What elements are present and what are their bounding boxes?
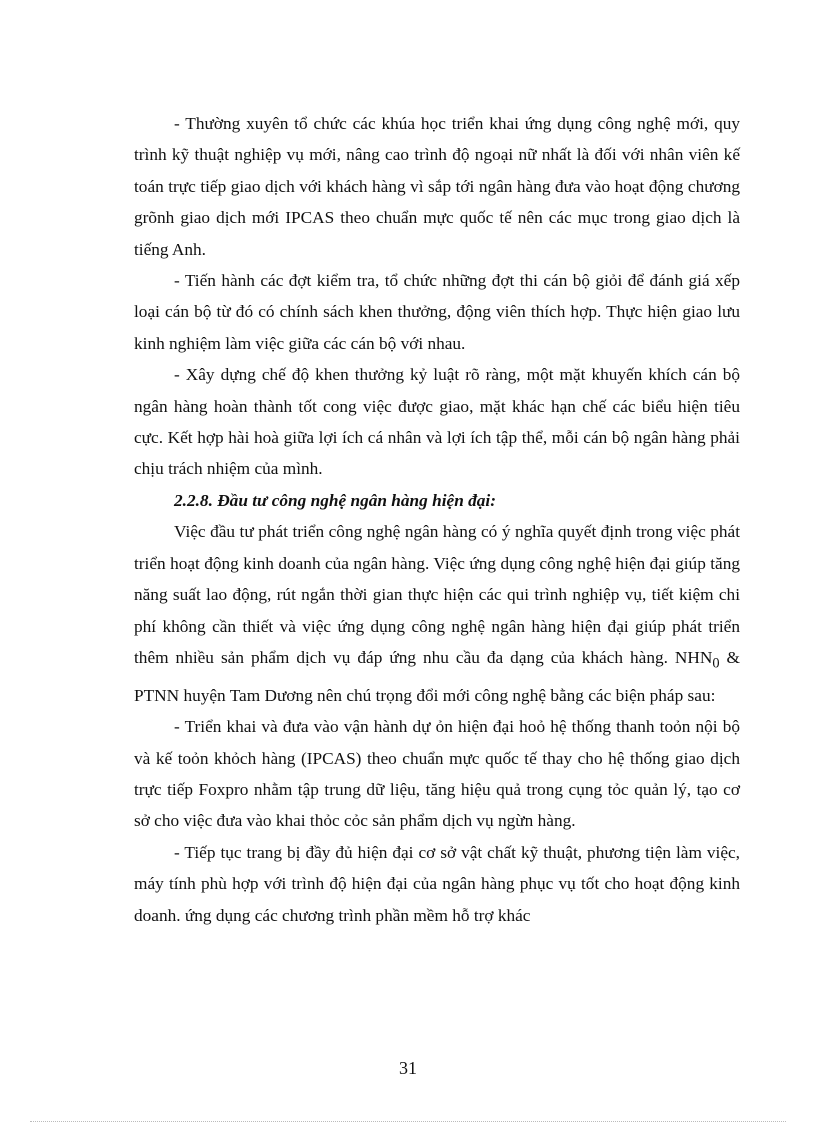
paragraph-ipcas: - Triển khai và đưa vào vận hành dự ỏn hiện đại hoỏ hệ thống thanh toỏn nội bộ và kế toỏn khỏch hàng (IPCAS) theo chuẩn mực quốc tế thay cho hệ thống giao dịch trực tiếp Foxpro nhằm tập trung dữ liệu, tăng hiệu quả trong cụng tỏc quản lý, tạo cơ sở cho việc đưa vào khai thỏc cỏc sản phẩm dịch vụ ngừn hàng. bbox=[134, 717, 740, 831]
paragraph-training: - Thường xuyên tổ chức các khúa học triển khai ứng dụng công nghệ mới, quy trình kỹ thuật nghiệp vụ mới, nâng cao trình độ ngoại nữ nhất là đối với nhân viên kế toán trực tiếp giao dịch với khách hàng vì sắp tới ngân hàng đưa vào hoạt động chương grõnh giao dịch mới IPCAS theo chuẩn mực quốc tế nên các mục trong giao dịch là tiếng Anh. bbox=[134, 114, 740, 259]
subscript-zero: 0 bbox=[712, 655, 720, 672]
investment-text-start: Việc đầu tư phát triển công nghệ ngân hàng có ý nghĩa quyết định trong việc phát triển hoạt động kinh doanh của ngân hàng. Việc ứng dụng công nghệ hiện đại giúp tăng năng suất lao động, rút ngắn thời gian thực hiện các qui trình nghiệp vụ, tiết kiệm chi phí không cần thiết và việc ứng dụng công nghệ ngân hàng hiện đại giúp phát triển thêm nhiều sản phẩm dịch vụ đáp ứng nhu cầu đa dạng của khách hàng. NHN bbox=[134, 522, 740, 667]
paragraph-rewards: - Xây dựng chế độ khen thưởng kỷ luật rõ ràng, một mặt khuyến khích cán bộ ngân hàng hoàn thành tốt cong việc được giao, mặt khác hạn chế các biểu hiện tiêu cực. Kết hợp hài hoà giữa lợi ích cá nhân và lợi ích tập thể, mỗi cán bộ ngân hàng phải chịu trách nhiệm của mình. bbox=[134, 365, 740, 479]
page-bottom-divider bbox=[30, 1121, 786, 1122]
section-heading: 2.2.8. Đầu tư công nghệ ngân hàng hiện đại: bbox=[174, 490, 496, 510]
investment-text-end: & PTNN huyện Tam Dương nên chú trọng đổi mới công nghệ bằng các biện pháp sau: bbox=[134, 647, 741, 705]
paragraph-investment bbox=[134, 516, 740, 711]
paragraph-equipment: - Tiếp tục trang bị đầy đủ hiện đại cơ sở vật chất kỹ thuật, phương tiện làm việc, máy tính phù hợp với trình độ hiện đại của ngân hàng phục vụ tốt cho hoạt động kinh doanh. ứng dụng các chương trình phần mềm hỗ trợ khác bbox=[134, 842, 740, 925]
document-page bbox=[134, 108, 740, 931]
page-number: 31 bbox=[399, 1058, 417, 1078]
paragraph-inspection: - Tiến hành các đợt kiểm tra, tổ chức những đợt thi cán bộ giỏi để đánh giá xếp loại cán bộ từ đó có chính sách khen thưởng, động viên thích hợp. Thực hiện giao lưu kinh nghiệm làm việc giữa các cán bộ với nhau. bbox=[134, 271, 740, 353]
